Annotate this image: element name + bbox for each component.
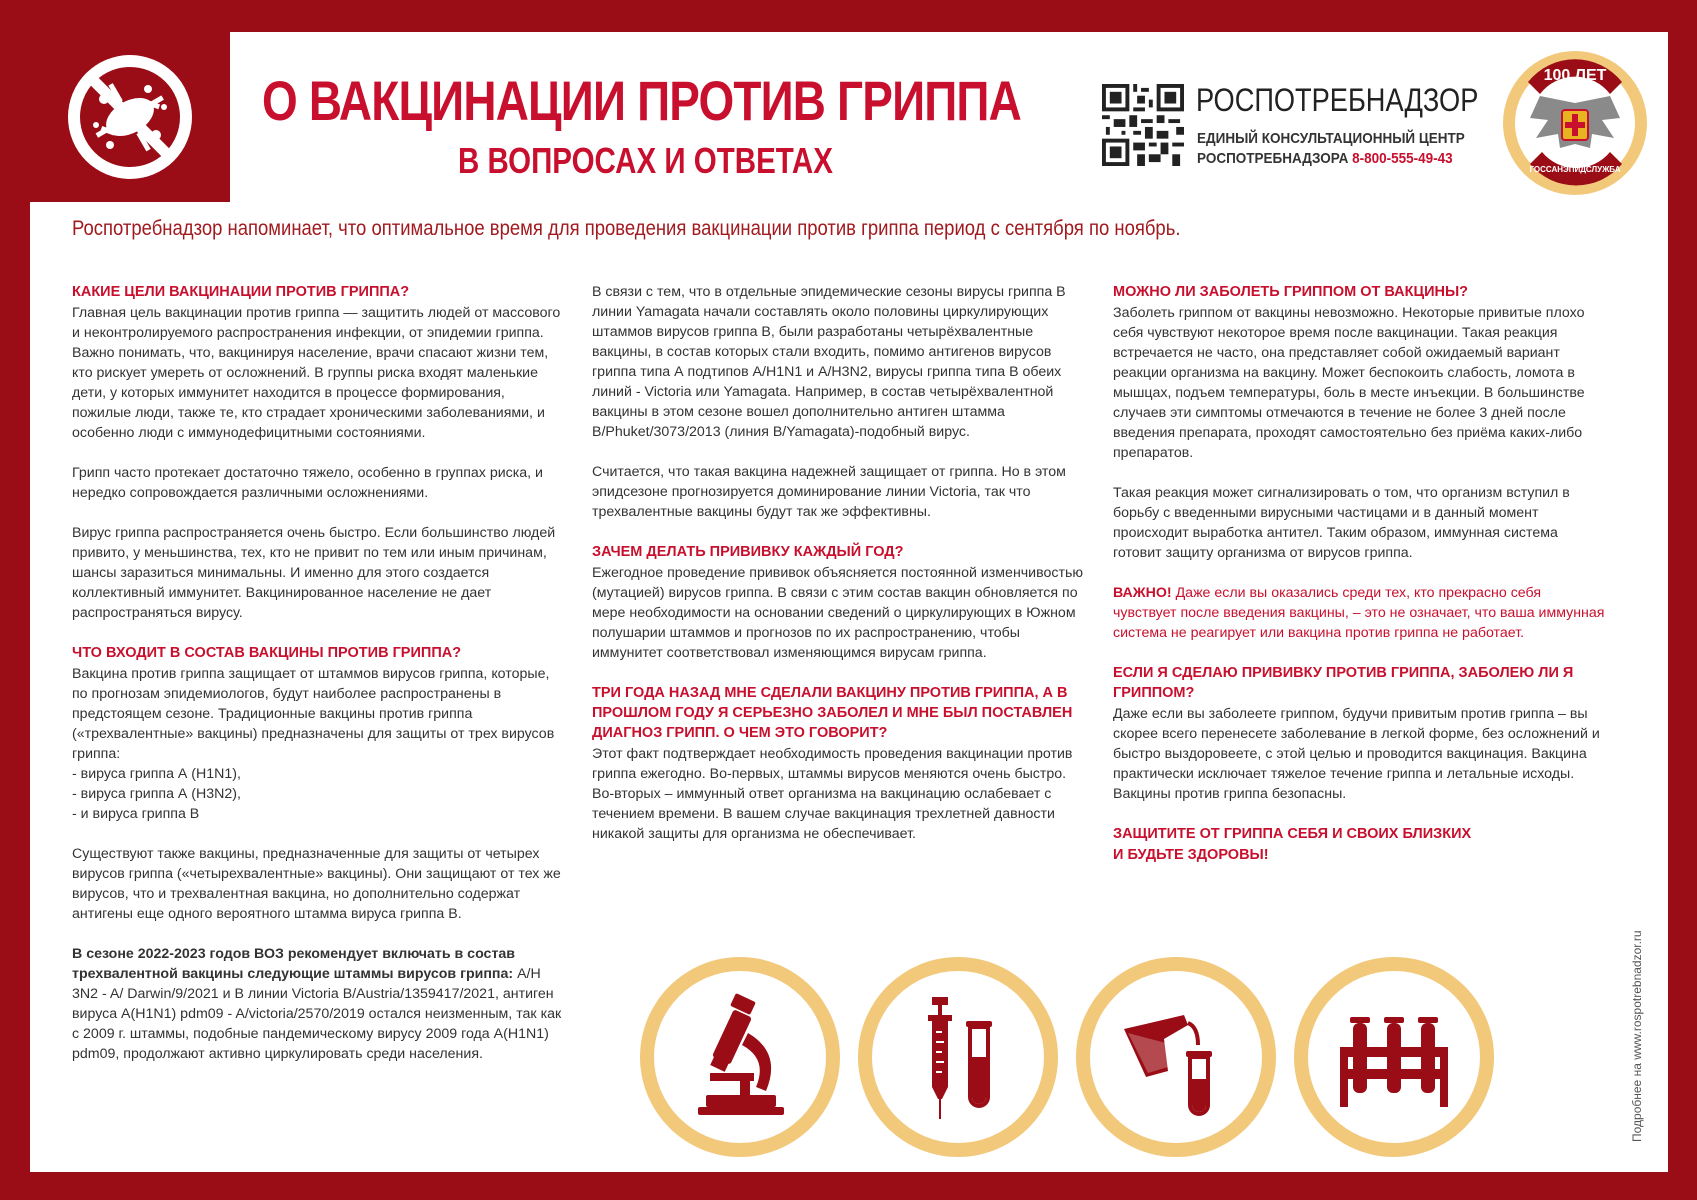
column-right xyxy=(1113,282,1608,866)
answer-paragraph: Даже если вы заболеете гриппом, будучи привитым против гриппа – вы скорее всего перенесете заболевание в легкой форме, без осложнений и быстро выздоровеете, с этой целью и проводится вакцинация. Вакцина практически исключает тяжелое течение гриппа и летальные исходы. Вакцины против гриппа безопасны. xyxy=(1113,706,1600,802)
website-link[interactable]: Подробнее на www.rospotrebnadzor.ru xyxy=(1630,930,1644,1142)
page-title: О ВАКЦИНАЦИИ ПРОТИВ ГРИППА xyxy=(262,69,1021,132)
important-text: Даже если вы оказались среди тех, кто прекрасно себя чувствует после введения вакцины, – это не означает, что ваша иммунная система не реагирует или вакцина против гриппа не работает. xyxy=(1113,585,1605,641)
closing-slogan-line-1: ЗАЩИТИТЕ ОТ ГРИППА СЕБЯ И СВОИХ БЛИЗКИХ xyxy=(1113,826,1472,842)
answer-paragraph: Главная цель вакцинации против гриппа — защитить людей от массового и неконтролируемого распространения инфекции, от эпидемии гриппа. Важно понимать, что, вакцинируя население, врачи спасают жизни тем, кто рискует умереть от осложнений. В группы риска входят маленькие дети, у которых иммунитет находится в процессе формирования, пожилые люди, также те, кто страдает хроническими заболеваниями, и особенно люди с иммунодефицитными состояниями. xyxy=(72,305,561,441)
syringe-test-tube-badge xyxy=(858,957,1058,1157)
emblem-top-text: 100 ЛЕТ xyxy=(1543,67,1607,84)
answer-paragraph: В связи с тем, что в отдельные эпидемические сезоны вирусы гриппа В линии Yamagata начали составлять около половины циркулирующих штаммов вирусов гриппа В, были разработаны четырёхвалентные вакцины, в состав которых стали входить, помимо антигенов вирусов гриппа типа А подтипов A/H1N1 и A/H3N2, вирусы гриппа типа В обеих линий - Victoria или Yamagata. Например, в состав четырёхвалентной вакцины в этом сезоне вошел дополнительно антиген штамма B/Phuket/3073/2013 (линия B/Yamagata)-подобный вирус. xyxy=(592,284,1066,440)
important-label: ВАЖНО! xyxy=(1113,585,1172,601)
important-note xyxy=(1113,583,1608,643)
who-recommendation-strains: A/H 3N2 - A/ Darwin/9/2021 и В линии Victoria B/Austria/1359417/2021, антиген вируса A(H1N1) pdm09 - A/victoria/2570/2019 остался неизменным, так как с 2009 г. штаммы, подобные пандемическому вирусу 2009 года A(H1N1) pdm09, продолжают активно циркулировать среди населения. xyxy=(72,966,562,1062)
vaccination-period-reminder: Роспотребнадзор напоминает, что оптимальное время для проведения вакцинации против гриппа период с сентября по ноябрь. xyxy=(72,217,1181,240)
rospotrebnadzor-emblem xyxy=(1500,48,1650,198)
qr-code-icon[interactable] xyxy=(1102,84,1184,166)
answer-paragraph: Такая реакция может сигнализировать о том, что организм вступил в борьбу с введенными вирусными частицами и в данный момент происходит выработка антител. Таким образом, иммунная система готовит защиту организма от вирусов гриппа. xyxy=(1113,485,1570,561)
question-flu-from-vaccine: МОЖНО ЛИ ЗАБОЛЕТЬ ГРИППОМ ОТ ВАКЦИНЫ? xyxy=(1113,284,1469,300)
microscope-icon xyxy=(670,987,810,1127)
answer-paragraph: Вакцина против гриппа защищает от штаммов вирусов гриппа, которые, по прогнозам эпидемиологов, будут наиболее распространены в предстоящем сезоне. Традиционные вакцины против гриппа («трехвалентные» вакцины) предназначены для защиты от трех вирусов гриппа: xyxy=(72,666,555,762)
answer-paragraph: Вирус гриппа распространяется очень быстро. Если большинство людей привито, у меньшинства, тех, кто не привит по тем или иным причинам, шансы заразиться минимальны. И именно для этого создается коллективный иммунитет. Вакцинированное население не дает распространяться вирусу. xyxy=(72,525,556,621)
column-left xyxy=(72,282,562,1084)
answer-paragraph: Считается, что такая вакцина надежней защищает от гриппа. Но в этом эпидсезоне прогнозируется доминирование линии Victoria, так что трехвалентные вакцины будут так же эффективны. xyxy=(592,464,1066,520)
column-middle xyxy=(592,282,1087,864)
page-subtitle: В ВОПРОСАХ И ОТВЕТАХ xyxy=(458,140,833,181)
org-line-2-text: РОСПОТРЕБНАДЗОРА xyxy=(1197,150,1349,167)
question-sick-after-vaccine: ТРИ ГОДА НАЗАД МНЕ СДЕЛАЛИ ВАКЦИНУ ПРОТИВ ГРИППА, А В ПРОШЛОМ ГОДУ Я СЕРЬЕЗНО ЗАБОЛЕЛ И МНЕ БЫЛ ПОСТАВЛЕН ДИАГНОЗ ГРИПП. О ЧЕМ ЭТО ГОВОРИТ? xyxy=(592,685,1073,741)
lab-icons-row xyxy=(640,957,1540,1157)
poster-body xyxy=(30,32,1668,1172)
emblem-bottom-text: ГОССАНЭПИДСЛУЖБА xyxy=(1529,165,1621,174)
test-tube-rack-badge xyxy=(1294,957,1494,1157)
microscope-badge xyxy=(640,957,840,1157)
question-yearly-vaccination: ЗАЧЕМ ДЕЛАТЬ ПРИВИВКУ КАЖДЫЙ ГОД? xyxy=(592,544,904,560)
hotline-phone[interactable]: 8-800-555-49-43 xyxy=(1352,150,1453,167)
who-recommendation xyxy=(72,944,562,1064)
org-line-2 xyxy=(1197,150,1453,167)
no-virus-logo xyxy=(30,32,230,202)
syringe-test-tube-icon xyxy=(888,987,1028,1127)
org-line-1: ЕДИНЫЙ КОНСУЛЬТАЦИОННЫЙ ЦЕНТР xyxy=(1197,130,1465,147)
who-recommendation-lead: В сезоне 2022-2023 годов ВОЗ рекомендует включать в состав трехвалентной вакцины следующие штаммы вирусов гриппа: xyxy=(72,946,516,982)
question-vaccine-composition: ЧТО ВХОДИТ В СОСТАВ ВАКЦИНЫ ПРОТИВ ГРИППА? xyxy=(72,645,462,661)
list-item: - вируса гриппа А (H1N1), xyxy=(72,766,241,782)
flask-pouring-badge xyxy=(1076,957,1276,1157)
list-item: - и вируса гриппа В xyxy=(72,806,200,822)
answer-paragraph: Грипп часто протекает достаточно тяжело, особенно в группах риска, и нередко сопровождается различными осложнениями. xyxy=(72,465,543,501)
flask-pouring-icon xyxy=(1106,987,1246,1127)
list-item: - вируса гриппа А (H3N2), xyxy=(72,786,241,802)
question-vaccination-goals: КАКИЕ ЦЕЛИ ВАКЦИНАЦИИ ПРОТИВ ГРИППА? xyxy=(72,284,410,300)
answer-paragraph: Существуют также вакцины, предназначенные для защиты от четырех вирусов гриппа («четырехвалентные» вакцины). Они защищают от тех же вирусов, что и трехвалентная вакцина, но дополнительно содержат антигены еще одного вероятного штамма вируса гриппа В. xyxy=(72,846,561,922)
org-name: РОСПОТРЕБНАДЗОР xyxy=(1196,82,1479,118)
answer-paragraph: Заболеть гриппом от вакцины невозможно. Некоторые привитые плохо себя чувствуют некоторое время после вакцинации. Такая реакция встречается не часто, она представляет собой ожидаемый вариант реакции организма на вакцину. Может беспокоить слабость, ломота в мышцах, подъем температуры, боль в месте инъекции. В большинстве случаев эти симптомы отмечаются в течение не более 3 дней после введения препарата, проходят самостоятельно без приёма каких-либо препаратов. xyxy=(1113,305,1585,461)
crossed-virus-icon xyxy=(52,49,208,185)
closing-slogan-line-2: И БУДЬТЕ ЗДОРОВЫ! xyxy=(1113,847,1269,863)
test-tube-rack-icon xyxy=(1324,987,1464,1127)
answer-paragraph: Этот факт подтверждает необходимость проведения вакцинации против гриппа ежегодно. Во-первых, штаммы вирусов меняются очень быстро. Во-вторых – иммунный ответ организма на вакцинацию ослабевает с течением времени. В вашем случае вакцинация трехлетней давности никакой защиты для организма не обеспечивает. xyxy=(592,746,1073,842)
answer-paragraph: Ежегодное проведение прививок объясняется постоянной изменчивостью (мутацией) вирусов гриппа. В связи с этим состав вакцин обновляется по мере необходимости на основании сведений о циркулирующих в Южном полушарии штаммов и прогнозов по их распространению, чтобы иммунитет соответствовал изменяющимся вирусам гриппа. xyxy=(592,565,1083,661)
question-sick-if-vaccinated: ЕСЛИ Я СДЕЛАЮ ПРИВИВКУ ПРОТИВ ГРИППА, ЗАБОЛЕЮ ЛИ Я ГРИППОМ? xyxy=(1113,665,1574,701)
